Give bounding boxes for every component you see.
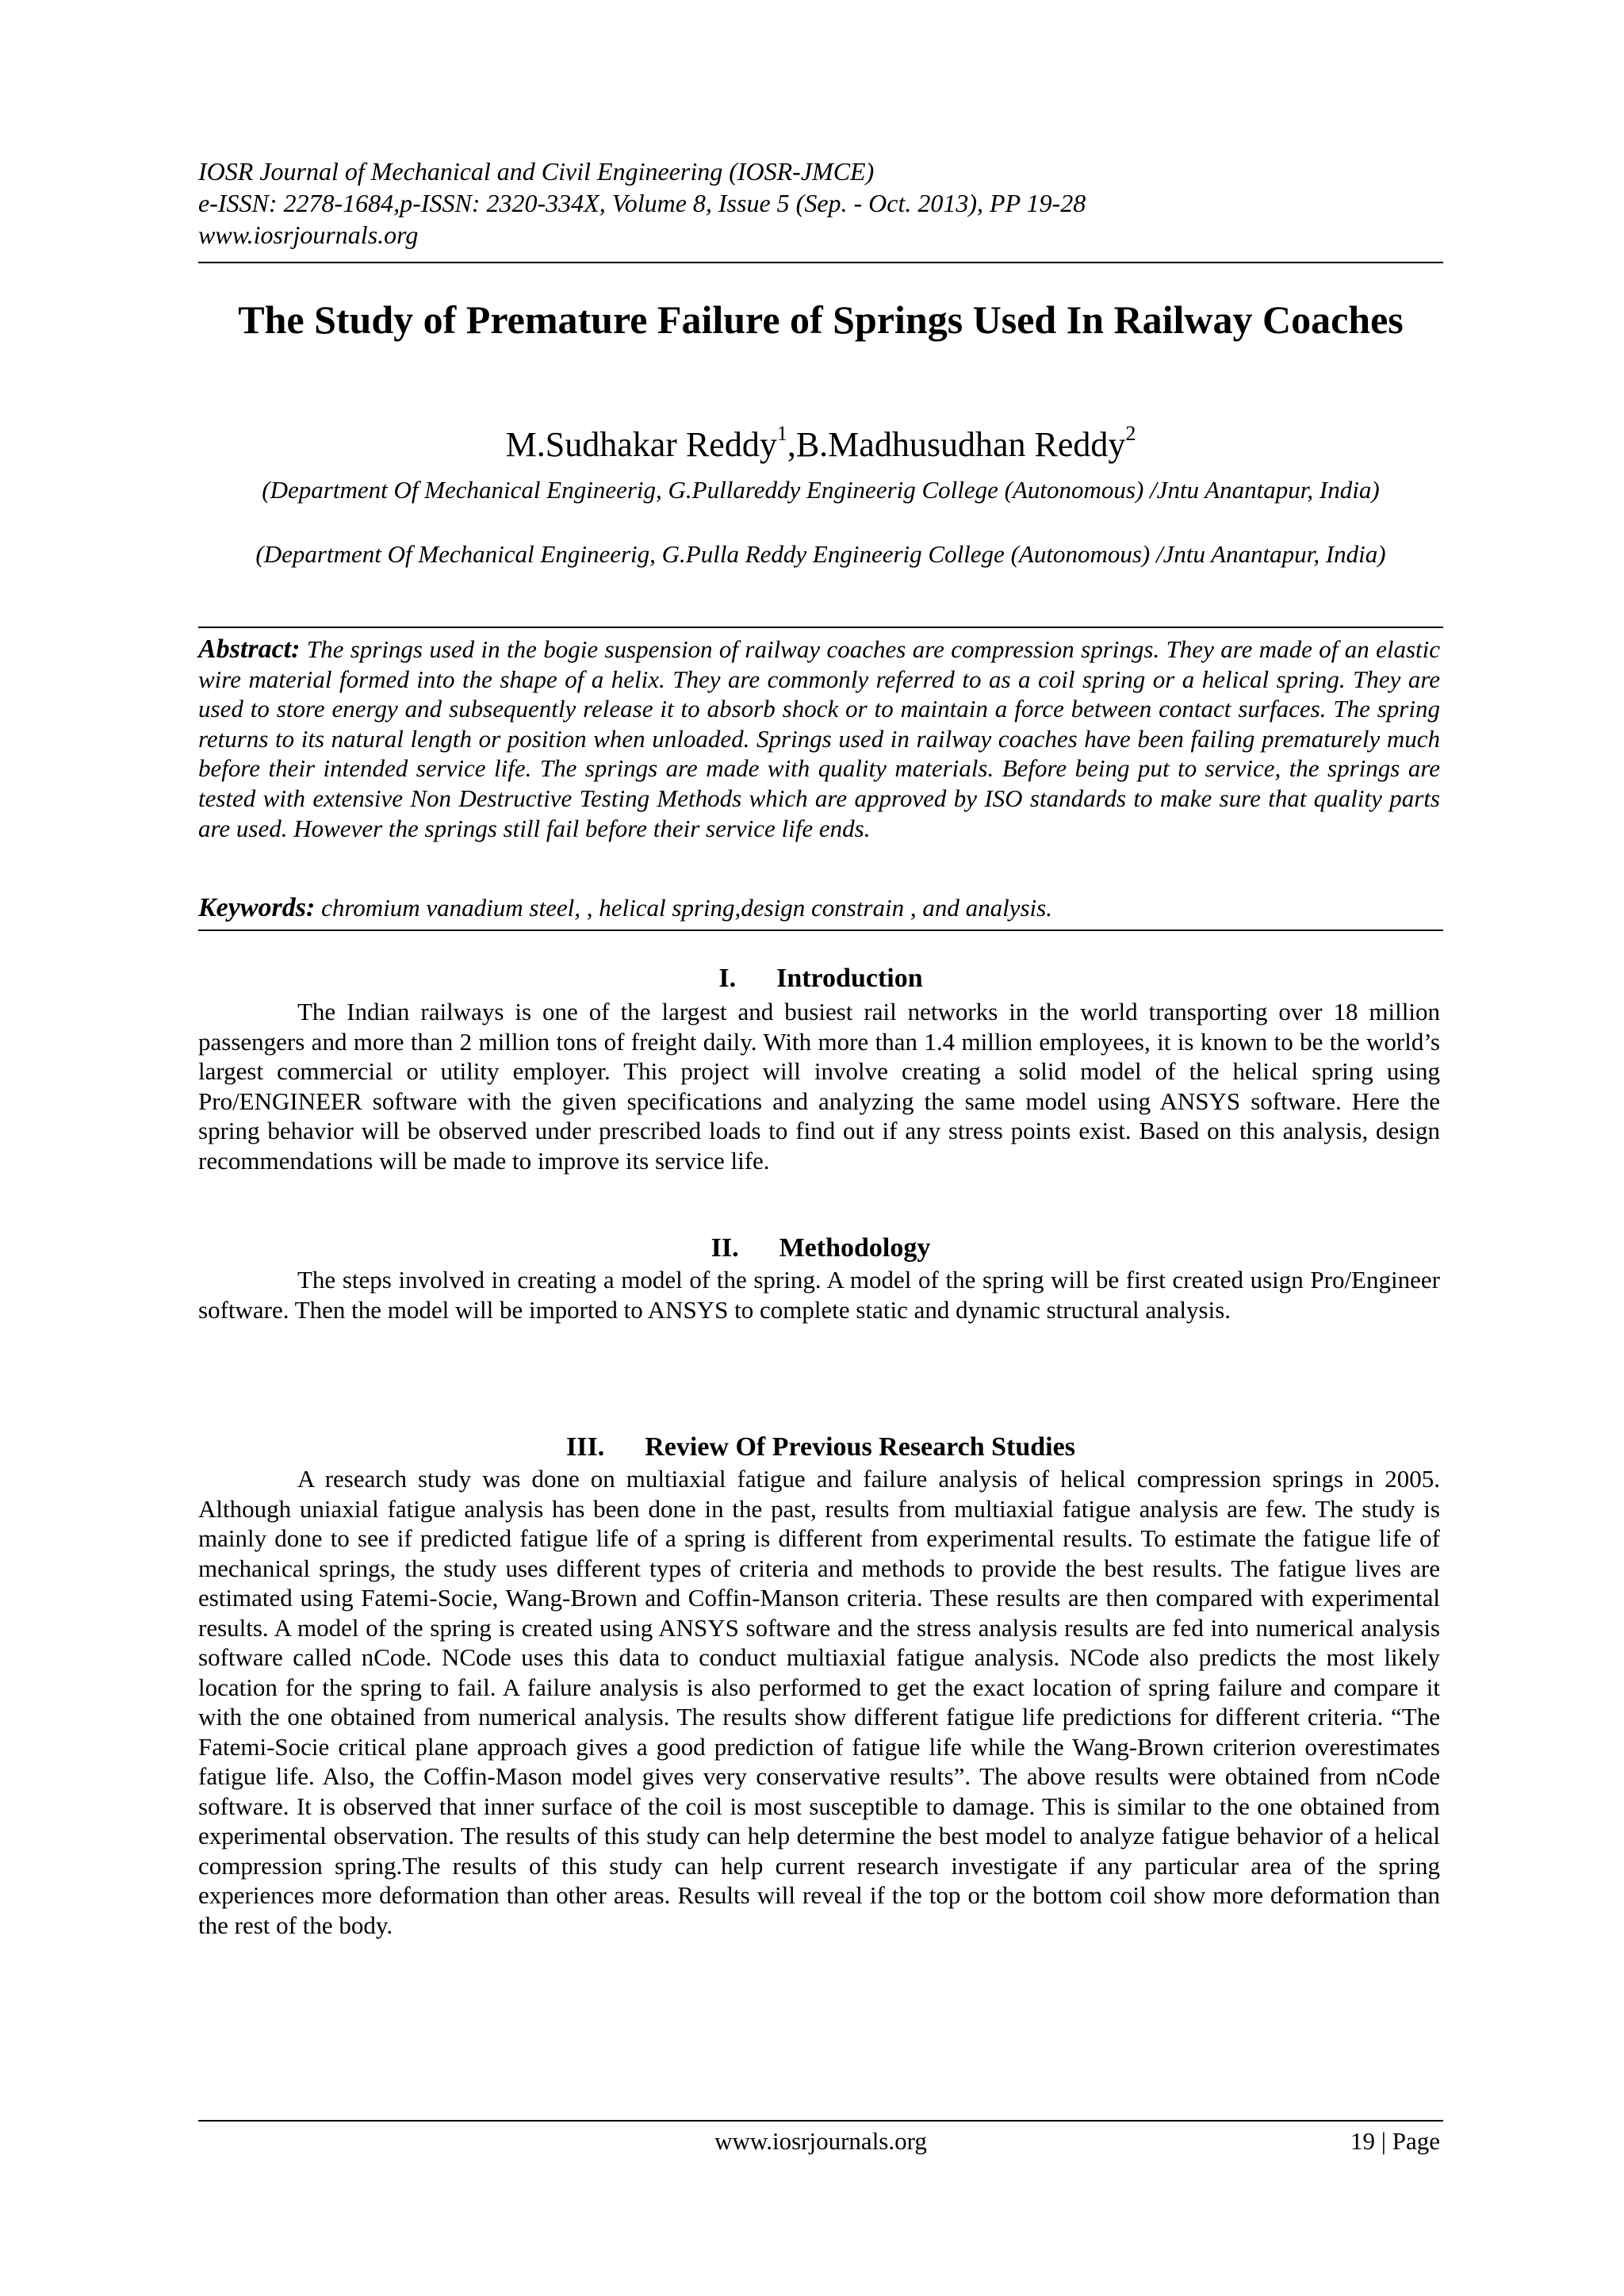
affiliation: (Department Of Mechanical Engineerig, G.Pullareddy Engineerig College (Autonomous) /Jntu Anantapur, India) [262,476,1380,504]
journal-website[interactable]: www.iosrjournals.org [198,220,419,249]
section-title: Introduction [776,964,923,993]
abstract-label: Abstract: [198,634,301,664]
section-heading [198,1232,1443,1264]
abstract-top-rule [198,627,1443,628]
abstract [198,634,1440,843]
section-number: I. [718,964,737,993]
author-name: B.Madhusudhan Reddy [795,425,1126,464]
abstract-bottom-rule [198,930,1443,931]
page-number: 19 | Page [1350,2127,1440,2155]
keywords-text: chromium vanadium steel, , helical spring,design constrain , and analysis. [321,894,1052,922]
header-rule [198,262,1443,263]
section-title: Methodology [779,1233,931,1263]
journal-name: IOSR Journal of Mechanical and Civil Engineering (IOSR-JMCE) [198,157,875,186]
section-body: The Indian railways is one of the largest and busiest rail networks in the world transporting over 18 million passengers and more than 2 million tons of freight daily. With more than 1.4 million employees, it is known to be the world’s largest commercial or utility employer. This project will involve creating a solid model of the helical spring using Pro/ENGINEER software with the given specifications and analyzing the same model using ANSYS software. Here the spring behavior will be observed under prescribed loads to find out if any stress points exist. Based on this analysis, design recommendations will be made to improve its service life. [198,998,1440,1175]
section-number: II. [710,1233,739,1263]
section-title: Review Of Previous Research Studies [645,1432,1075,1462]
section-heading [198,1432,1443,1463]
author-affiliation-mark: 2 [1125,422,1136,445]
section-body: The steps involved in creating a model of the spring. A model of the spring will be first created usign Pro/Engineer software. Then the model will be imported to ANSYS to complete static and dynamic structural analysis. [198,1266,1440,1324]
author-affiliation-mark: 1 [776,422,787,445]
section-number: III. [566,1432,605,1462]
paper-title: The Study of Premature Failure of Springs Used In Railway Coaches [238,297,1404,342]
journal-header [198,155,1443,251]
journal-issn: e-ISSN: 2278-1684,p-ISSN: 2320-334X, Volume 8, Issue 5 (Sep. - Oct. 2013), PP 19-28 [198,189,1086,217]
abstract-text: The springs used in the bogie suspension of railway coaches are compression springs. They are made of an elastic wire material formed into the shape of a helix. They are commonly referred to as a coil spring or a helical spring. They are used to store energy and subsequently release it to absorb shock or to maintain a force between contact surfaces. The spring returns to its natural length or position when unloaded. Springs used in railway coaches have been failing prematurely much before their intended service life. The springs are made with quality materials. Before being put to service, the springs are tested with extensive Non Destructive Testing Methods which are approved by ISO standards to make sure that quality parts are used. However the springs still fail before their service life ends. [198,635,1440,842]
keywords [198,892,1440,924]
affiliation: (Department Of Mechanical Engineerig, G.Pulla Reddy Engineerig College (Autonomous) /Jntu Anantapur, India) [255,540,1386,568]
section-body: A research study was done on multiaxial fatigue and failure analysis of helical compression springs in 2005. Although uniaxial fatigue analysis has been done in the past, results from multiaxial fatigue analysis are few. The study is mainly done to see if predicted fatigue life of a spring is different from experimental results. To estimate the fatigue life of mechanical springs, the study uses different types of criteria and methods to provide the best results. The fatigue lives are estimated using Fatemi-Socie, Wang-Brown and Coffin-Manson criteria. These results are then compared with experimental results. A model of the spring is created using ANSYS software and the stress analysis results are fed into numerical analysis software called nCode. NCode uses this data to conduct multiaxial fatigue analysis. NCode also predicts the most likely location for the spring to fail. A failure analysis is also performed to get the exact location of spring failure and compare it with the one obtained from numerical analysis. The results show different fatigue life predictions for different criteria. “The Fatemi-Socie critical plane approach gives a good prediction of fatigue life while the Wang-Brown criterion overestimates fatigue life. Also, the Coffin-Mason model gives very conservative results”. The above results were obtained from nCode software. It is observed that inner surface of the coil is most susceptible to damage. This is similar to the one obtained from experimental observation. The results of this study can help determine the best model to analyze fatigue behavior of a helical compression spring.The results of this study can help current research investigate if any particular area of the spring experiences more deformation than other areas. Results will reveal if the top or the bottom coil show more deformation than the rest of the body. [198,1465,1440,1939]
footer-website[interactable]: www.iosrjournals.org [714,2127,927,2155]
author-separator: , [787,425,796,464]
section-heading [198,963,1443,995]
keywords-label: Keywords: [198,893,316,922]
author-name: M.Sudhakar Reddy [505,425,777,464]
footer-rule [198,2120,1443,2122]
author-line [198,423,1443,467]
